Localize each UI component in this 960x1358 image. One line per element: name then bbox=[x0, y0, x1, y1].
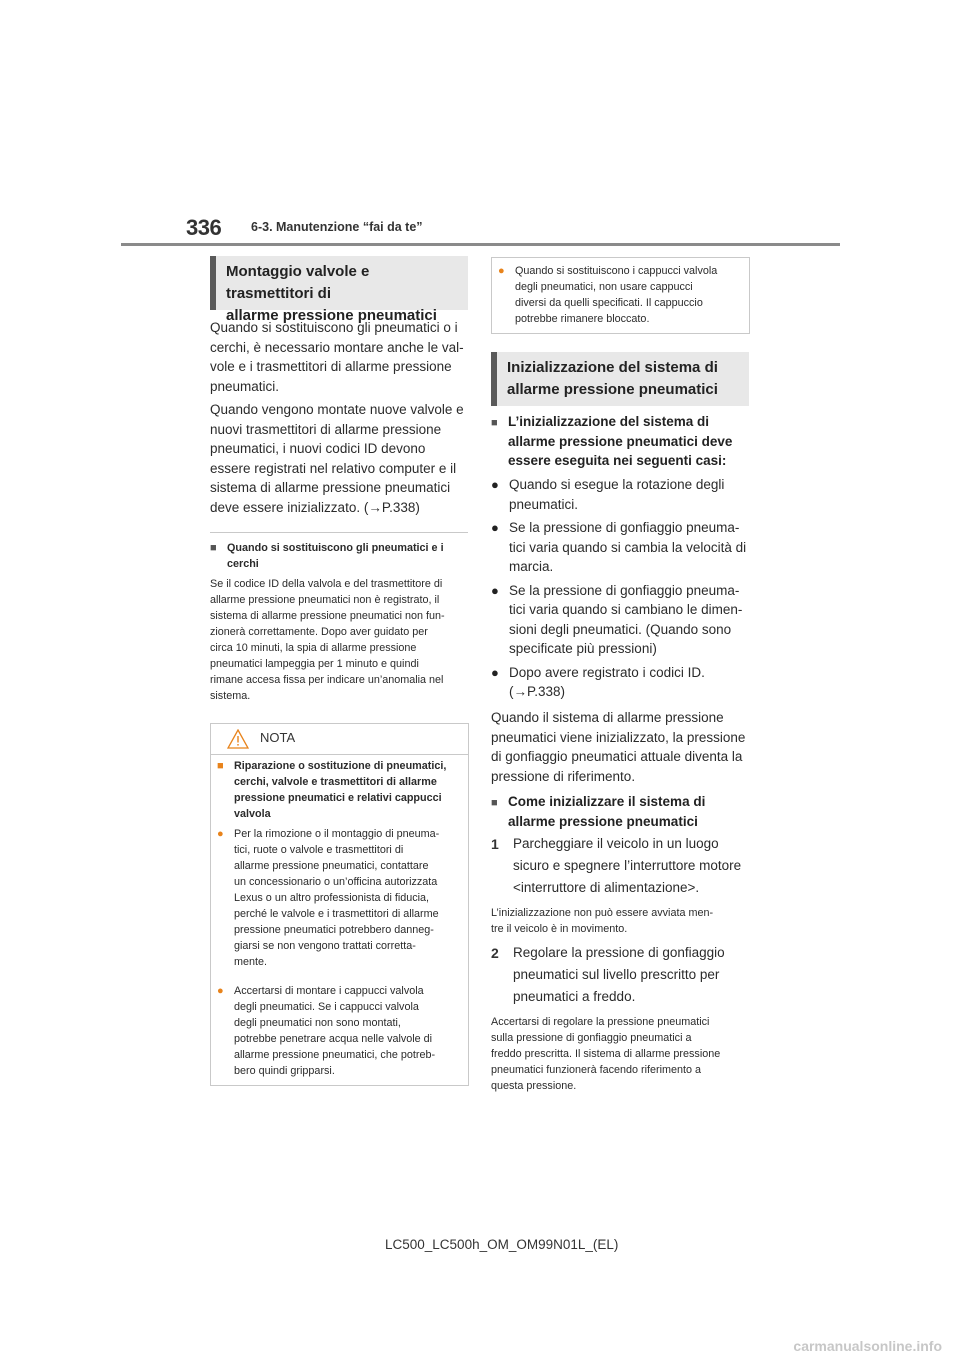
square-bullet-icon: ■ bbox=[491, 797, 498, 809]
intro-paragraph bbox=[210, 318, 472, 396]
note-bullet bbox=[217, 826, 467, 970]
text-line: un concessionario o un’officina autorizzata bbox=[234, 876, 438, 888]
text-line: Parcheggiare il veicolo in un luogo bbox=[513, 836, 719, 851]
note-heading bbox=[217, 758, 467, 822]
text-line: essere eseguita nei seguenti casi: bbox=[508, 453, 727, 468]
text-line: Accertarsi di regolare la pressione pneumatici bbox=[491, 1016, 710, 1028]
note-bullet bbox=[217, 983, 467, 1079]
text-line: Quando si sostituiscono gli pneumatici o i bbox=[210, 320, 458, 335]
box-title-line: allarme pressione pneumatici bbox=[507, 381, 718, 398]
reference-paragraph bbox=[491, 708, 753, 786]
text-line: Quando si esegue la rotazione degli bbox=[509, 477, 725, 492]
text-line: diversi da quelli specificati. Il cappuccio bbox=[515, 297, 703, 309]
text-line: allarme pressione pneumatici, contattare bbox=[234, 860, 429, 872]
step-2 bbox=[491, 942, 753, 1008]
text-line: sioni degli pneumatici. (Quando sono bbox=[509, 621, 732, 637]
step-number: 1 bbox=[491, 836, 499, 852]
text-line: bero quindi gripparsi. bbox=[234, 1065, 335, 1077]
step-1-note bbox=[491, 905, 753, 937]
text-line: allarme pressione pneumatici bbox=[508, 813, 698, 829]
text-line: allarme pressione pneumatici non è registrato, il bbox=[210, 594, 440, 606]
note-header bbox=[211, 724, 468, 755]
text-line: specificate più pressioni) bbox=[509, 641, 657, 656]
section-box-initialization bbox=[491, 352, 749, 406]
box-title-line: Inizializzazione del sistema di bbox=[507, 359, 718, 376]
text-line: Quando si sostituiscono gli pneumatici e i bbox=[227, 542, 444, 554]
text-line: Accertarsi di montare i cappucci valvola bbox=[234, 985, 424, 997]
text-line: nuovi trasmettitori di allarme pressione bbox=[210, 421, 442, 437]
text-line: sistema. bbox=[210, 690, 251, 702]
text-line: rimane accesa fissa per indicare un’anomalia nel bbox=[210, 674, 444, 686]
text-line: L’inizializzazione non può essere avviata men- bbox=[491, 907, 714, 919]
section-box-valve-mounting bbox=[210, 256, 468, 324]
note-box bbox=[210, 723, 469, 1086]
text-line: Regolare la pressione di gonfiaggio bbox=[513, 945, 725, 960]
text-line: Per la rimozione o il montaggio di pneuma- bbox=[234, 828, 440, 840]
step-number: 2 bbox=[491, 945, 499, 961]
text-line: deve essere inizializzato. (→P.338) bbox=[210, 499, 420, 515]
step-2-note bbox=[491, 1014, 753, 1094]
dot-bullet-icon: ● bbox=[491, 477, 499, 492]
text-line: tici, ruote o valvole e trasmettitori di bbox=[234, 844, 404, 856]
text-line: Come inizializzare il sistema di bbox=[508, 794, 706, 809]
text-line: Quando vengono montate nuove valvole e bbox=[210, 402, 464, 417]
text-line: pneumatici. bbox=[210, 378, 280, 394]
step-1 bbox=[491, 833, 753, 899]
box-title-line: allarme pressione pneumatici bbox=[226, 307, 437, 324]
text-line: Dopo avere registrato i codici ID. bbox=[509, 664, 705, 680]
dot-bullet-icon: ● bbox=[498, 265, 505, 277]
dot-bullet-icon: ● bbox=[491, 582, 499, 598]
list-item bbox=[491, 475, 753, 514]
text-line: Quando si sostituiscono i cappucci valvola bbox=[515, 265, 718, 277]
text-line: Se la pressione di gonfiaggio pneuma- bbox=[509, 520, 740, 535]
text-line: pressione pneumatici e relativi cappucci bbox=[234, 792, 442, 804]
text-line: giarsi se non vengono trattati corretta- bbox=[234, 940, 416, 952]
text-line: tici varia quando si cambia la velocità di bbox=[509, 539, 747, 555]
text-line: di gonfiaggio pneumatici attuale diventa la bbox=[491, 749, 743, 764]
info-heading bbox=[210, 540, 472, 572]
dot-bullet-icon: ● bbox=[217, 985, 224, 997]
box-title-line: Montaggio valvole e trasmettitori di bbox=[226, 263, 370, 302]
note-bullet bbox=[498, 263, 748, 327]
text-line: zionerà correttamente. Dopo aver guidato per bbox=[210, 626, 428, 638]
watermark: carmanualsonline.info bbox=[793, 1338, 942, 1354]
text-line: questa pressione. bbox=[491, 1080, 577, 1092]
text-line: pneumatici a freddo. bbox=[513, 989, 636, 1004]
case-list bbox=[491, 475, 753, 702]
manual-model-code: LC500_LC500h_OM_OM99N01L_(EL) bbox=[385, 1237, 619, 1252]
header-rule bbox=[121, 243, 840, 246]
text-line: pneumatici lampeggia per 1 minuto e quindi bbox=[210, 658, 419, 670]
text-line: marcia. bbox=[509, 559, 554, 574]
text-line: pneumatici. bbox=[509, 496, 579, 512]
text-line: Se il codice ID della valvola e del trasmettitore di bbox=[210, 578, 443, 590]
text-line: pressione di riferimento. bbox=[491, 768, 636, 784]
subheading-when bbox=[491, 412, 753, 471]
text-line: pneumatici, i nuovi codici ID devono bbox=[210, 441, 426, 456]
text-line: cerchi, valvole e trasmettitori di allarme bbox=[234, 776, 437, 788]
note-continuation-box bbox=[491, 257, 750, 334]
text-line: essere registrati nel relativo computer e il bbox=[210, 460, 457, 476]
text-line: <interruttore di alimentazione>. bbox=[513, 880, 700, 895]
section-title: 6-3. Manutenzione “fai da te” bbox=[251, 220, 423, 234]
page-number: 336 bbox=[186, 215, 222, 240]
info-divider bbox=[210, 532, 468, 533]
text-line: mente. bbox=[234, 956, 268, 968]
text-line: degli pneumatici non sono montati, bbox=[234, 1017, 401, 1029]
text-line: potrebbe rimanere bloccato. bbox=[515, 313, 650, 325]
square-bullet-icon: ■ bbox=[210, 542, 217, 554]
text-line: vole e i trasmettitori di allarme pressione bbox=[210, 359, 452, 374]
warning-triangle-icon bbox=[227, 729, 249, 749]
text-line: potrebbe penetrare acqua nelle valvole di bbox=[234, 1033, 433, 1045]
text-line: freddo prescritta. Il sistema di allarme pressione bbox=[491, 1048, 721, 1060]
text-line: pneumatici funzionerà facendo riferimento a bbox=[491, 1064, 702, 1076]
dot-bullet-icon: ● bbox=[491, 520, 499, 535]
square-bullet-icon: ■ bbox=[491, 417, 498, 429]
text-line: (→P.338) bbox=[509, 684, 566, 699]
text-line: Lexus o un altro professionista di fiducia, bbox=[234, 892, 430, 904]
text-line: tici varia quando si cambiano le dimen- bbox=[509, 602, 743, 617]
list-item bbox=[491, 518, 753, 577]
text-line: degli pneumatici, non usare cappucci bbox=[515, 281, 693, 293]
text-line: valvola bbox=[234, 808, 271, 820]
text-line: L’inizializzazione del sistema di bbox=[508, 414, 710, 429]
text-line: Se la pressione di gonfiaggio pneuma- bbox=[509, 582, 740, 598]
text-line: cerchi, è necessario montare anche le val- bbox=[210, 339, 464, 355]
square-bullet-icon: ■ bbox=[217, 760, 224, 772]
text-line: sulla pressione di gonfiaggio pneumatici a bbox=[491, 1032, 692, 1044]
text-line: Quando il sistema di allarme pressione bbox=[491, 710, 724, 725]
text-line: pneumatici sul livello prescritto per bbox=[513, 967, 720, 982]
text-line: sistema di allarme pressione pneumatici non fun- bbox=[210, 610, 445, 622]
text-line: sicuro e spegnere l’interruttore motore bbox=[513, 858, 742, 873]
list-item bbox=[491, 581, 753, 659]
note-label: NOTA bbox=[260, 730, 296, 745]
text-line: degli pneumatici. Se i cappucci valvola bbox=[234, 1001, 419, 1013]
dot-bullet-icon: ● bbox=[217, 828, 224, 840]
text-line: sistema di allarme pressione pneumatici bbox=[210, 480, 451, 495]
list-item bbox=[491, 663, 753, 702]
text-line: allarme pressione pneumatici, che potreb- bbox=[234, 1049, 436, 1061]
text-line: pressione pneumatici potrebbero danneg- bbox=[234, 924, 434, 936]
text-line: Riparazione o sostituzione di pneumatici, bbox=[234, 760, 447, 772]
subheading-how bbox=[491, 792, 753, 831]
text-line: pneumatici viene inizializzato, la pressione bbox=[491, 729, 746, 745]
text-line: perché le valvole e i trasmettitori di allarme bbox=[234, 908, 439, 920]
text-line: tre il veicolo è in movimento. bbox=[491, 923, 628, 935]
dot-bullet-icon: ● bbox=[491, 664, 499, 680]
text-line: allarme pressione pneumatici deve bbox=[508, 433, 733, 449]
text-line: cerchi bbox=[227, 558, 259, 570]
registration-paragraph bbox=[210, 400, 472, 517]
text-line: circa 10 minuti, la spia di allarme pressione bbox=[210, 642, 417, 654]
info-body bbox=[210, 576, 472, 704]
